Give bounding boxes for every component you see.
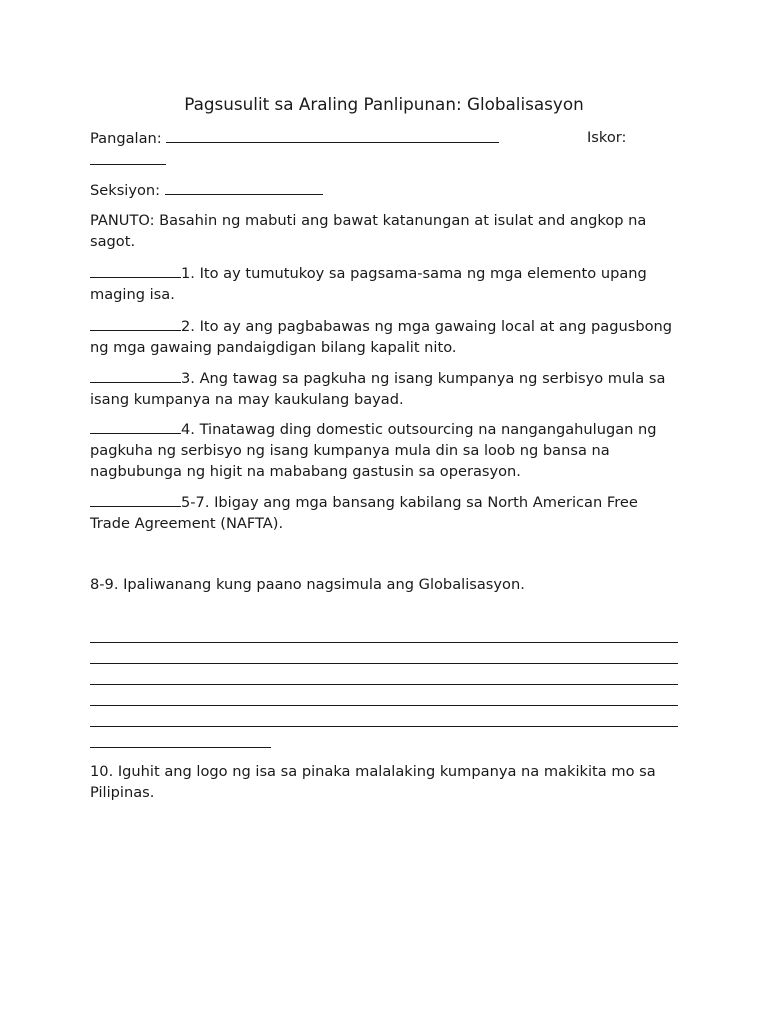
seksiyon-field[interactable]	[165, 179, 323, 195]
question-text: 4. Tinatawag ding domestic outsourcing na nangangahulugan ng pagkuha ng serbisyo ng isang kumpanya mula din sa loob ng bansa na nagbubunga ng higit na mababang gastusin sa operasyon.	[90, 421, 657, 480]
question-text: 5-7. Ibigay ang mga bansang kabilang sa North American Free Trade Agreement (NAFTA).	[90, 494, 638, 532]
name-score-row	[90, 127, 680, 149]
question-1	[90, 262, 680, 305]
answer-blank[interactable]	[90, 262, 181, 278]
seksiyon-row	[90, 179, 680, 201]
iskor-row	[90, 149, 680, 171]
question-3	[90, 367, 680, 410]
essay-answer-line[interactable]	[90, 642, 678, 643]
question-4	[90, 418, 680, 482]
question-text: 2. Ito ay ang pagbabawas ng mga gawaing local at ang pagusbong ng mga gawaing pandaigdigan bilang kapalit nito.	[90, 318, 673, 356]
instructions: PANUTO: Basahin ng mabuti ang bawat katanungan at isulat and angkop na sagot.	[90, 212, 647, 250]
pangalan-field[interactable]	[166, 127, 499, 143]
answer-blank[interactable]	[90, 315, 181, 331]
question-text: 1. Ito ay tumutukoy sa pagsama-sama ng mga elemento upang maging isa.	[90, 265, 647, 303]
answer-blank[interactable]	[90, 418, 181, 434]
seksiyon-label: Seksiyon:	[90, 182, 161, 199]
essay-answer-line[interactable]	[90, 705, 678, 706]
iskor-label: Iskor:	[587, 129, 627, 146]
pangalan-label: Pangalan:	[90, 130, 162, 147]
essay-answer-line[interactable]	[90, 747, 271, 748]
answer-blank[interactable]	[90, 367, 181, 383]
page-title: Pagsusulit sa Araling Panlipunan: Globalisasyon	[184, 94, 584, 114]
essay-answer-line[interactable]	[90, 663, 678, 664]
essay-answer-line[interactable]	[90, 726, 678, 727]
answer-blank[interactable]	[90, 491, 181, 507]
question-5-7	[90, 491, 680, 534]
iskor-field[interactable]	[90, 149, 166, 165]
essay-prompt: 8-9. Ipaliwanang kung paano nagsimula ang Globalisasyon.	[90, 576, 525, 593]
question-2	[90, 315, 680, 358]
question-text: 3. Ang tawag sa pagkuha ng isang kumpanya ng serbisyo mula sa isang kumpanya na may kaukulang bayad.	[90, 370, 666, 408]
drawing-area[interactable]	[90, 812, 680, 992]
drawing-prompt: 10. Iguhit ang logo ng isa sa pinaka malalaking kumpanya na makikita mo sa Pilipinas.	[90, 763, 656, 801]
essay-answer-line[interactable]	[90, 684, 678, 685]
